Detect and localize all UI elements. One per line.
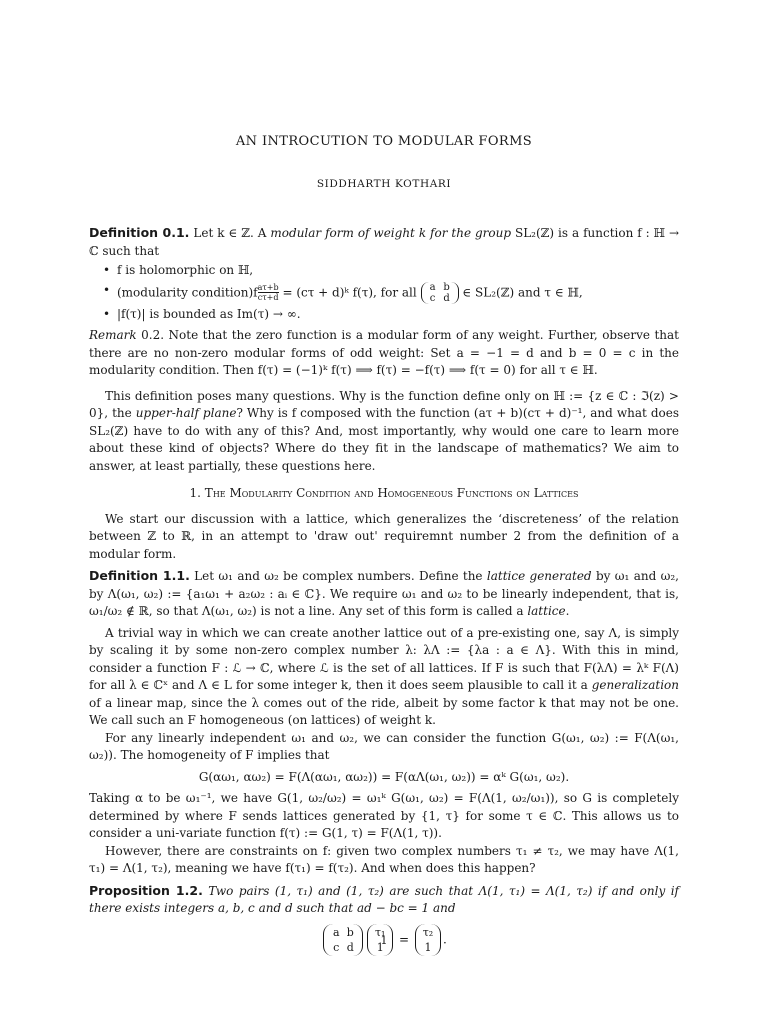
condition-text: (modularity condition)f xyxy=(117,285,258,299)
paragraph xyxy=(89,625,679,730)
definition-0-1 xyxy=(89,224,679,260)
para-text: This definition poses many questions. Why is the function define only on ℍ := {z ∈ ℂ : ℑ(z) > 0}, the xyxy=(89,388,679,420)
definition-label: Definition 0.1. xyxy=(89,225,190,240)
matrix-entry: c xyxy=(429,292,436,304)
proposition-text: Two pairs (1, τ₁) and (1, τ₂) are such that Λ(1, τ₁) = Λ(1, τ₂) if and only if there exists integers a, b, c and d such that ad − bc = 1 and xyxy=(89,883,679,915)
vector-entry: 1 xyxy=(424,940,432,954)
matrix-abcd xyxy=(421,282,459,304)
def-emphasis: lattice xyxy=(527,604,566,618)
def-emphasis: modular form of weight k for the group xyxy=(270,226,512,240)
matrix-entry: a xyxy=(332,925,340,939)
paper-title: AN INTROCUTION TO MODULAR FORMS xyxy=(235,134,533,149)
definition-1-1 xyxy=(89,567,679,621)
def-text: . xyxy=(565,604,570,618)
remark-label: Remark xyxy=(89,328,137,342)
remark-text: 0.2. Note that the zero function is a modular form of any weight. Further, observe that there are no non-zero modular forms of odd weight: Set a = −1 = d and b = 0 = c in the modularity condition. Then f(τ) = (−1)ᵏ f(τ) ⟹ f(τ) = −f(τ) ⟹ f(τ = 0) for all τ ∈ ℍ. xyxy=(89,328,679,377)
paragraph xyxy=(89,388,679,476)
condition-text: = (cτ + d)ᵏ f(τ), for all xyxy=(278,285,421,299)
paper-body xyxy=(89,224,679,956)
equals-sign: = xyxy=(399,932,410,946)
para-text: ? Why is f composed with the function (aτ + b)(cτ + d)⁻¹, and what does SL₂(ℤ) have to do with any of this? And, most importantly, why would one care to learn more about these kind of objects? Where do they fit in the landscape of mathematics? We aim to answer, at least partially, these questions here. xyxy=(89,406,680,473)
matrix-entry: d xyxy=(443,292,450,304)
def-text: Let k ∈ ℤ. A xyxy=(189,226,271,240)
paragraph: However, there are constraints on f: given two complex numbers τ₁ ≠ τ₂, we may have Λ(1, τ₁) = Λ(1, τ₂), meaning we have f(τ₁) = f(τ₂). And when does this happen? xyxy=(89,843,679,875)
def-text: SL₂(ℤ) is a function f : ℍ → ℂ such that xyxy=(89,226,679,258)
matrix-entry: b xyxy=(346,925,354,939)
condition-item: • |f(τ)| is bounded as Im(τ) → ∞. xyxy=(103,306,679,324)
paragraph: For any linearly independent ω₁ and ω₂, we can consider the function G(ω₁, ω₂) := F(Λ(ω₁, ω₂)). The homogeneity of F implies that xyxy=(89,730,679,762)
para-emphasis: upper-half plane xyxy=(135,406,237,420)
equation-period: . xyxy=(442,932,447,946)
matrix-entry: c xyxy=(333,940,340,954)
proposition-1-2 xyxy=(89,882,679,918)
author-name: SIDDHARTH KOTHARI xyxy=(316,178,452,190)
def-text: Let ω₁ and ω₂ be complex numbers. Define the xyxy=(189,569,487,583)
fraction xyxy=(258,283,279,302)
frac-numerator: aτ+b xyxy=(257,283,279,292)
definition-conditions xyxy=(103,262,679,323)
def-text: by ω₁ and ω₂, by Λ(ω₁, ω₂) := {a₁ω₁ + a₂ω₂ : aᵢ ∈ ℂ}. We require ω₁ and ω₂ to be linearly independent, that is, ω₁/ω₂ ∉ ℝ, so that Λ(ω₁, ω₂) is not a line. Any set of this form is called a xyxy=(89,569,679,618)
condition-item xyxy=(103,282,679,304)
matrix-entry: d xyxy=(346,940,354,954)
vector-entry: τ₁ xyxy=(374,925,386,939)
def-emphasis: lattice generated xyxy=(486,569,592,583)
section-heading: 1. The Modularity Condition and Homogeneous Functions on Lattices xyxy=(189,486,579,500)
page-number: 1 xyxy=(380,934,388,947)
condition-item: • f is holomorphic on ℍ, xyxy=(103,262,679,280)
proposition-label: Proposition 1.2. xyxy=(89,882,203,898)
condition-text: ∈ SL₂(ℤ) and τ ∈ ℍ, xyxy=(458,285,583,299)
para-text: of a linear map, since the λ comes out of the ride, albeit by some factor k that may not be one. We call such an F homogeneous (on lattices) of weight k. xyxy=(89,695,679,727)
frac-denominator: cτ+d xyxy=(257,293,279,302)
matrix-entry: b xyxy=(443,281,450,293)
definition-label: Definition 1.1. xyxy=(89,568,190,583)
remark-0-2 xyxy=(89,327,679,380)
para-text: A trivial way in which we can create another lattice out of a pre-existing one, say Λ, is simply by scaling it by some non-zero complex number λ: λΛ := {λa : a ∈ Λ}. With this in mind, consider a function F : ℒ → ℂ, where ℒ is the set of all lattices. If F is such that F(λΛ) = λᵏ F(Λ) for all λ ∈ ℂˣ and Λ ∈ L for some integer k, then it does seem plausible to call it a xyxy=(89,625,679,692)
matrix-entry: a xyxy=(429,281,436,293)
vector-entry: τ₂ xyxy=(422,925,434,939)
paragraph: Taking α to be ω₁⁻¹, we have G(1, ω₂/ω₂) = ω₁ᵏ G(ω₁, ω₂) = F(Λ(1, ω₂/ω₁)), so G is completely determined by where F sends lattices generated by {1, τ} for some τ ∈ ℂ. This allows us to consider a uni-variate function f(τ) := G(1, τ) = F(Λ(1, τ)). xyxy=(89,791,679,840)
paragraph: We start our discussion with a lattice, which generalizes the ‘discreteness’ of the relation between ℤ to ℝ, in an attempt to 'draw out' requiremnt number 2 from the definition of a modular form. xyxy=(89,511,679,561)
vector-entry: 1 xyxy=(376,940,384,954)
para-emphasis: generalization xyxy=(591,678,679,692)
display-equation: G(αω₁, αω₂) = F(Λ(αω₁, αω₂)) = F(αΛ(ω₁, ω₂)) = αᵏ G(ω₁, ω₂). xyxy=(198,769,570,784)
